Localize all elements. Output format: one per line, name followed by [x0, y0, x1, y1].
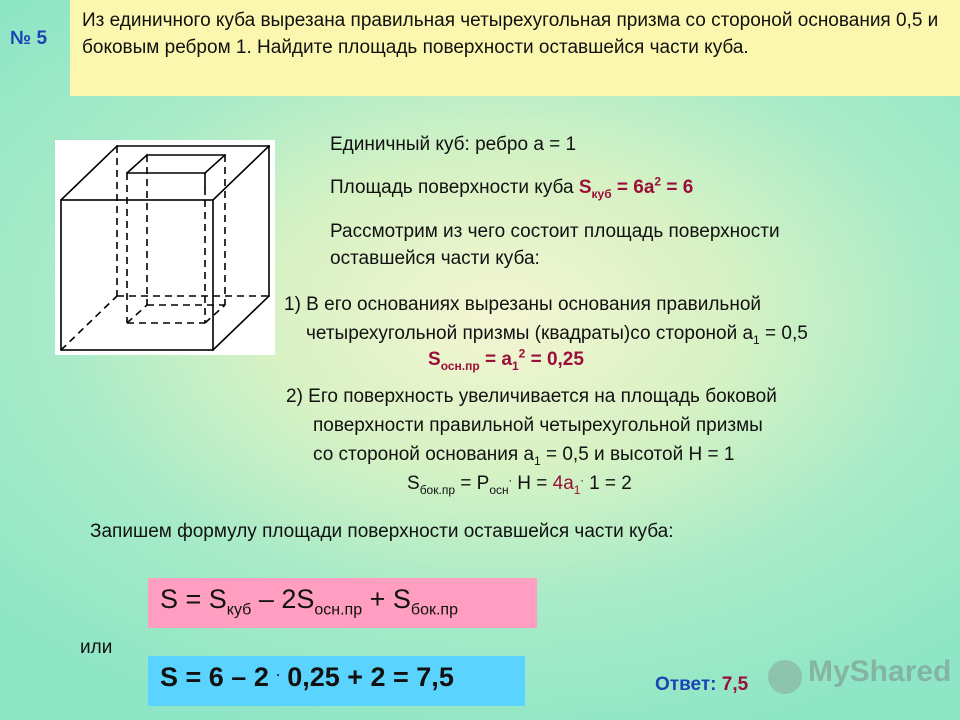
or-label: или	[80, 637, 113, 658]
numeric-formula: S = 6 – 2 . 0,25 + 2 = 7,5	[148, 656, 525, 706]
watermark: MyShared	[808, 655, 952, 688]
problem-statement: Из единичного куба вырезана правильная четырехугольная призма со стороной основания 0,5 и боковым ребром 1. Найдите площадь поверхности оставшейся части куба.	[70, 0, 960, 96]
step2-line2: поверхности правильной четырехугольной призмы	[313, 415, 763, 436]
watermark-logo-icon	[768, 660, 802, 694]
lateral-area-formula: $S_{бок.пр} = Р_{осн}^.$ $Н = 4а_1^.$ 1 = 2	[407, 470, 632, 497]
answer: Ответ: 7,5	[655, 674, 749, 695]
cube-surface-area: Площадь поверхности куба $S_{куб} = 6а^2 = 6$	[330, 174, 694, 201]
step2-line1: 2) Его поверхность увеличивается на площадь боковой	[286, 386, 777, 407]
formula-intro: Запишем формулу площади поверхности оставшейся части куба:	[90, 521, 674, 542]
step2-line3: со стороной основания $а_1 = 0,5$ и высотой Н = 1	[313, 444, 735, 468]
general-formula: $S = S_{куб} - 2S_{осн.пр} + S_{бок.пр}$	[148, 578, 537, 628]
problem-number: № 5	[10, 28, 48, 49]
cube-edge-text: Единичный куб: ребро а = 1	[330, 134, 577, 155]
consider-text-line1: Рассмотрим из чего состоит площадь поверхности	[330, 221, 780, 242]
base-area-formula: $S_{осн.пр} = а_1^2 = 0,25$	[428, 346, 584, 373]
step1-line2: четырехугольной призмы (квадраты)со стороной $а_1 = 0,5$	[306, 323, 808, 347]
consider-text-line2: оставшейся части куба:	[330, 248, 540, 269]
cube-diagram	[55, 140, 275, 355]
step1-line1: 1) В его основаниях вырезаны основания правильной	[284, 294, 762, 315]
cube-figure	[55, 140, 275, 355]
